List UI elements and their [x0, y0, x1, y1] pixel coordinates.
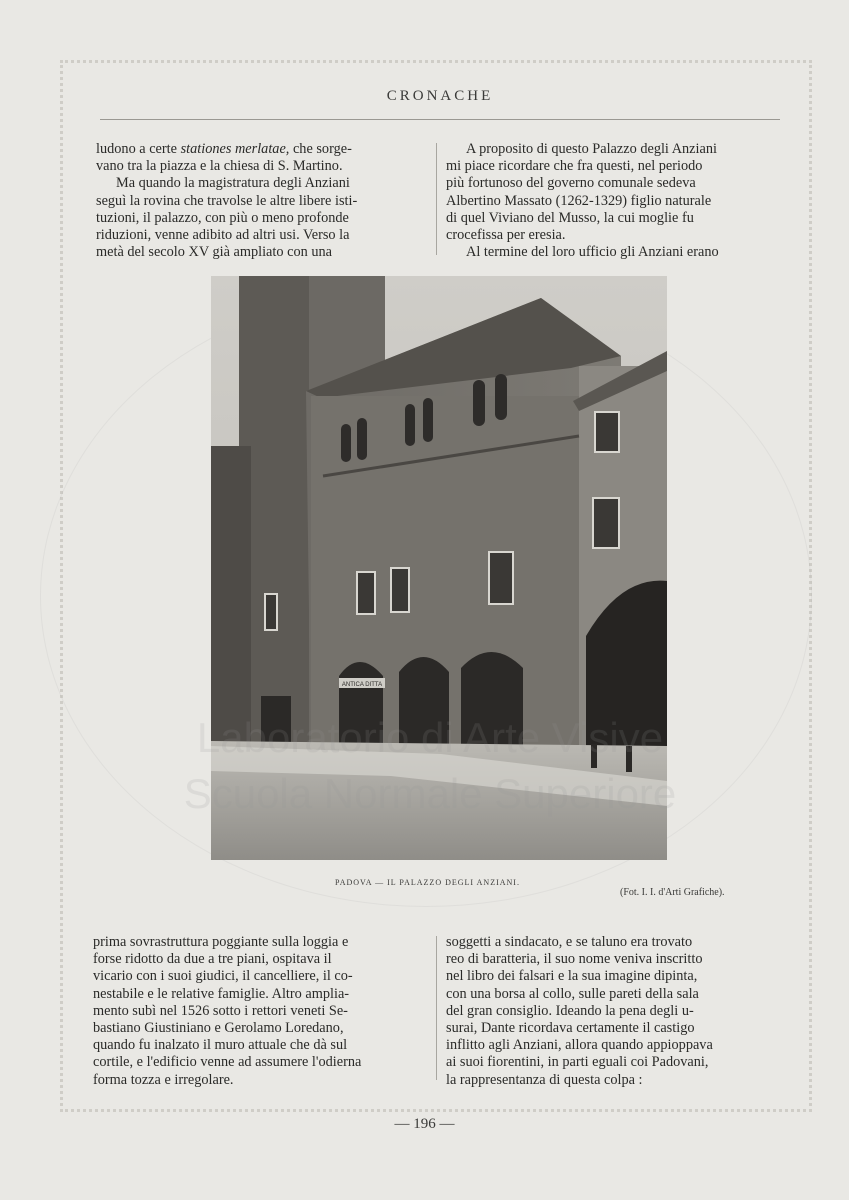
- shop-sign: ANTICA DITTA: [341, 682, 383, 688]
- text-line: di quel Viviano del Musso, la cui moglie fu: [446, 209, 694, 226]
- text-line: Ma quando la magistratura degli Anziani: [116, 175, 350, 192]
- column-divider: [436, 143, 437, 255]
- text-line: Albertino Massato (1262-1329) figlio naturale: [446, 192, 712, 209]
- text-line: mento subì nel 1526 sotto i rettori veneti Se-: [93, 1002, 348, 1019]
- text-line: ludono a certe stationes merlatae, che sorge-: [96, 141, 352, 157]
- text-line: prima sovrastruttura poggiante sulla loggia e: [93, 934, 349, 950]
- text-line: vano tra la piazza e la chiesa di S. Martino.: [96, 158, 343, 175]
- watermark-line: Laboratorio di Arte Visive: [196, 714, 664, 761]
- text-line: nel libro dei falsari e la sua imagine dipinta,: [446, 968, 698, 985]
- text-line: tuzioni, il palazzo, con più o meno profonde: [96, 209, 349, 226]
- text-line: vicario con i suoi giudici, il cancelliere, il co-: [93, 968, 353, 985]
- italic-term: stationes merlatae,: [180, 141, 290, 157]
- text-line: riduzioni, venne adibito ad altri usi. Verso la: [96, 227, 350, 244]
- text-line: reo di baratteria, il suo nome veniva inscritto: [446, 951, 703, 968]
- text-line: A proposito di questo Palazzo degli Anziani: [466, 141, 717, 157]
- text-line: cortile, e l'edificio venne ad assumere l'odierna: [93, 1054, 362, 1071]
- bottom-left-column: [93, 934, 426, 1089]
- text-line: più fortunoso del governo comunale sedeva: [446, 175, 696, 192]
- watermark: [130, 710, 730, 822]
- running-header: CRONACHE: [386, 88, 494, 104]
- top-right-column: [446, 141, 780, 261]
- text-line: surai, Dante ricordava certamente il castigo: [446, 1020, 695, 1037]
- top-left-column: [96, 141, 427, 261]
- text-line: soggetti a sindacato, e se taluno era trovato: [446, 934, 693, 950]
- text-line: seguì la rovina che travolse le altre libere isti-: [96, 192, 358, 209]
- bottom-right-column: [446, 934, 780, 1089]
- text-line: con una borsa al collo, sulle pareti della sala: [446, 985, 699, 1002]
- watermark-line: Scuola Normale Superiore: [183, 770, 677, 817]
- text-line: crocefissa per eresia.: [446, 227, 566, 244]
- text-line: nestabile e le relative famiglie. Altro amplia-: [93, 985, 350, 1002]
- text-line: la rappresentanza di questa colpa :: [446, 1071, 643, 1088]
- figure-caption: PADOVA — IL PALAZZO DEGLI ANZIANI.: [335, 878, 520, 887]
- text-line: forma tozza e irregolare.: [93, 1071, 234, 1088]
- text-line: ai suoi fiorentini, in parti eguali coi Padovani,: [446, 1054, 709, 1071]
- text-line: inflitto agli Anziani, allora quando appioppava: [446, 1037, 713, 1054]
- page-number: — 196 —: [394, 1116, 455, 1132]
- text-line: Al termine del loro ufficio gli Anziani erano: [466, 244, 719, 261]
- photo-credit: (Fot. I. I. d'Arti Grafiche).: [620, 887, 725, 898]
- column-divider: [436, 936, 437, 1080]
- text-line: mi piace ricordare che fra questi, nel periodo: [446, 158, 703, 175]
- text-line: del gran consiglio. Ideando la pena degli u-: [446, 1002, 694, 1019]
- header-rule: [100, 119, 780, 120]
- text-line: forse ridotto da due a tre piani, ospitava il: [93, 951, 332, 968]
- text-line: quando fu inalzato il muro attuale che dà sul: [93, 1037, 348, 1054]
- text-line: metà del secolo XV già ampliato con una: [96, 244, 332, 261]
- text-line: bastiano Giustiniano e Gerolamo Loredano,: [93, 1020, 344, 1037]
